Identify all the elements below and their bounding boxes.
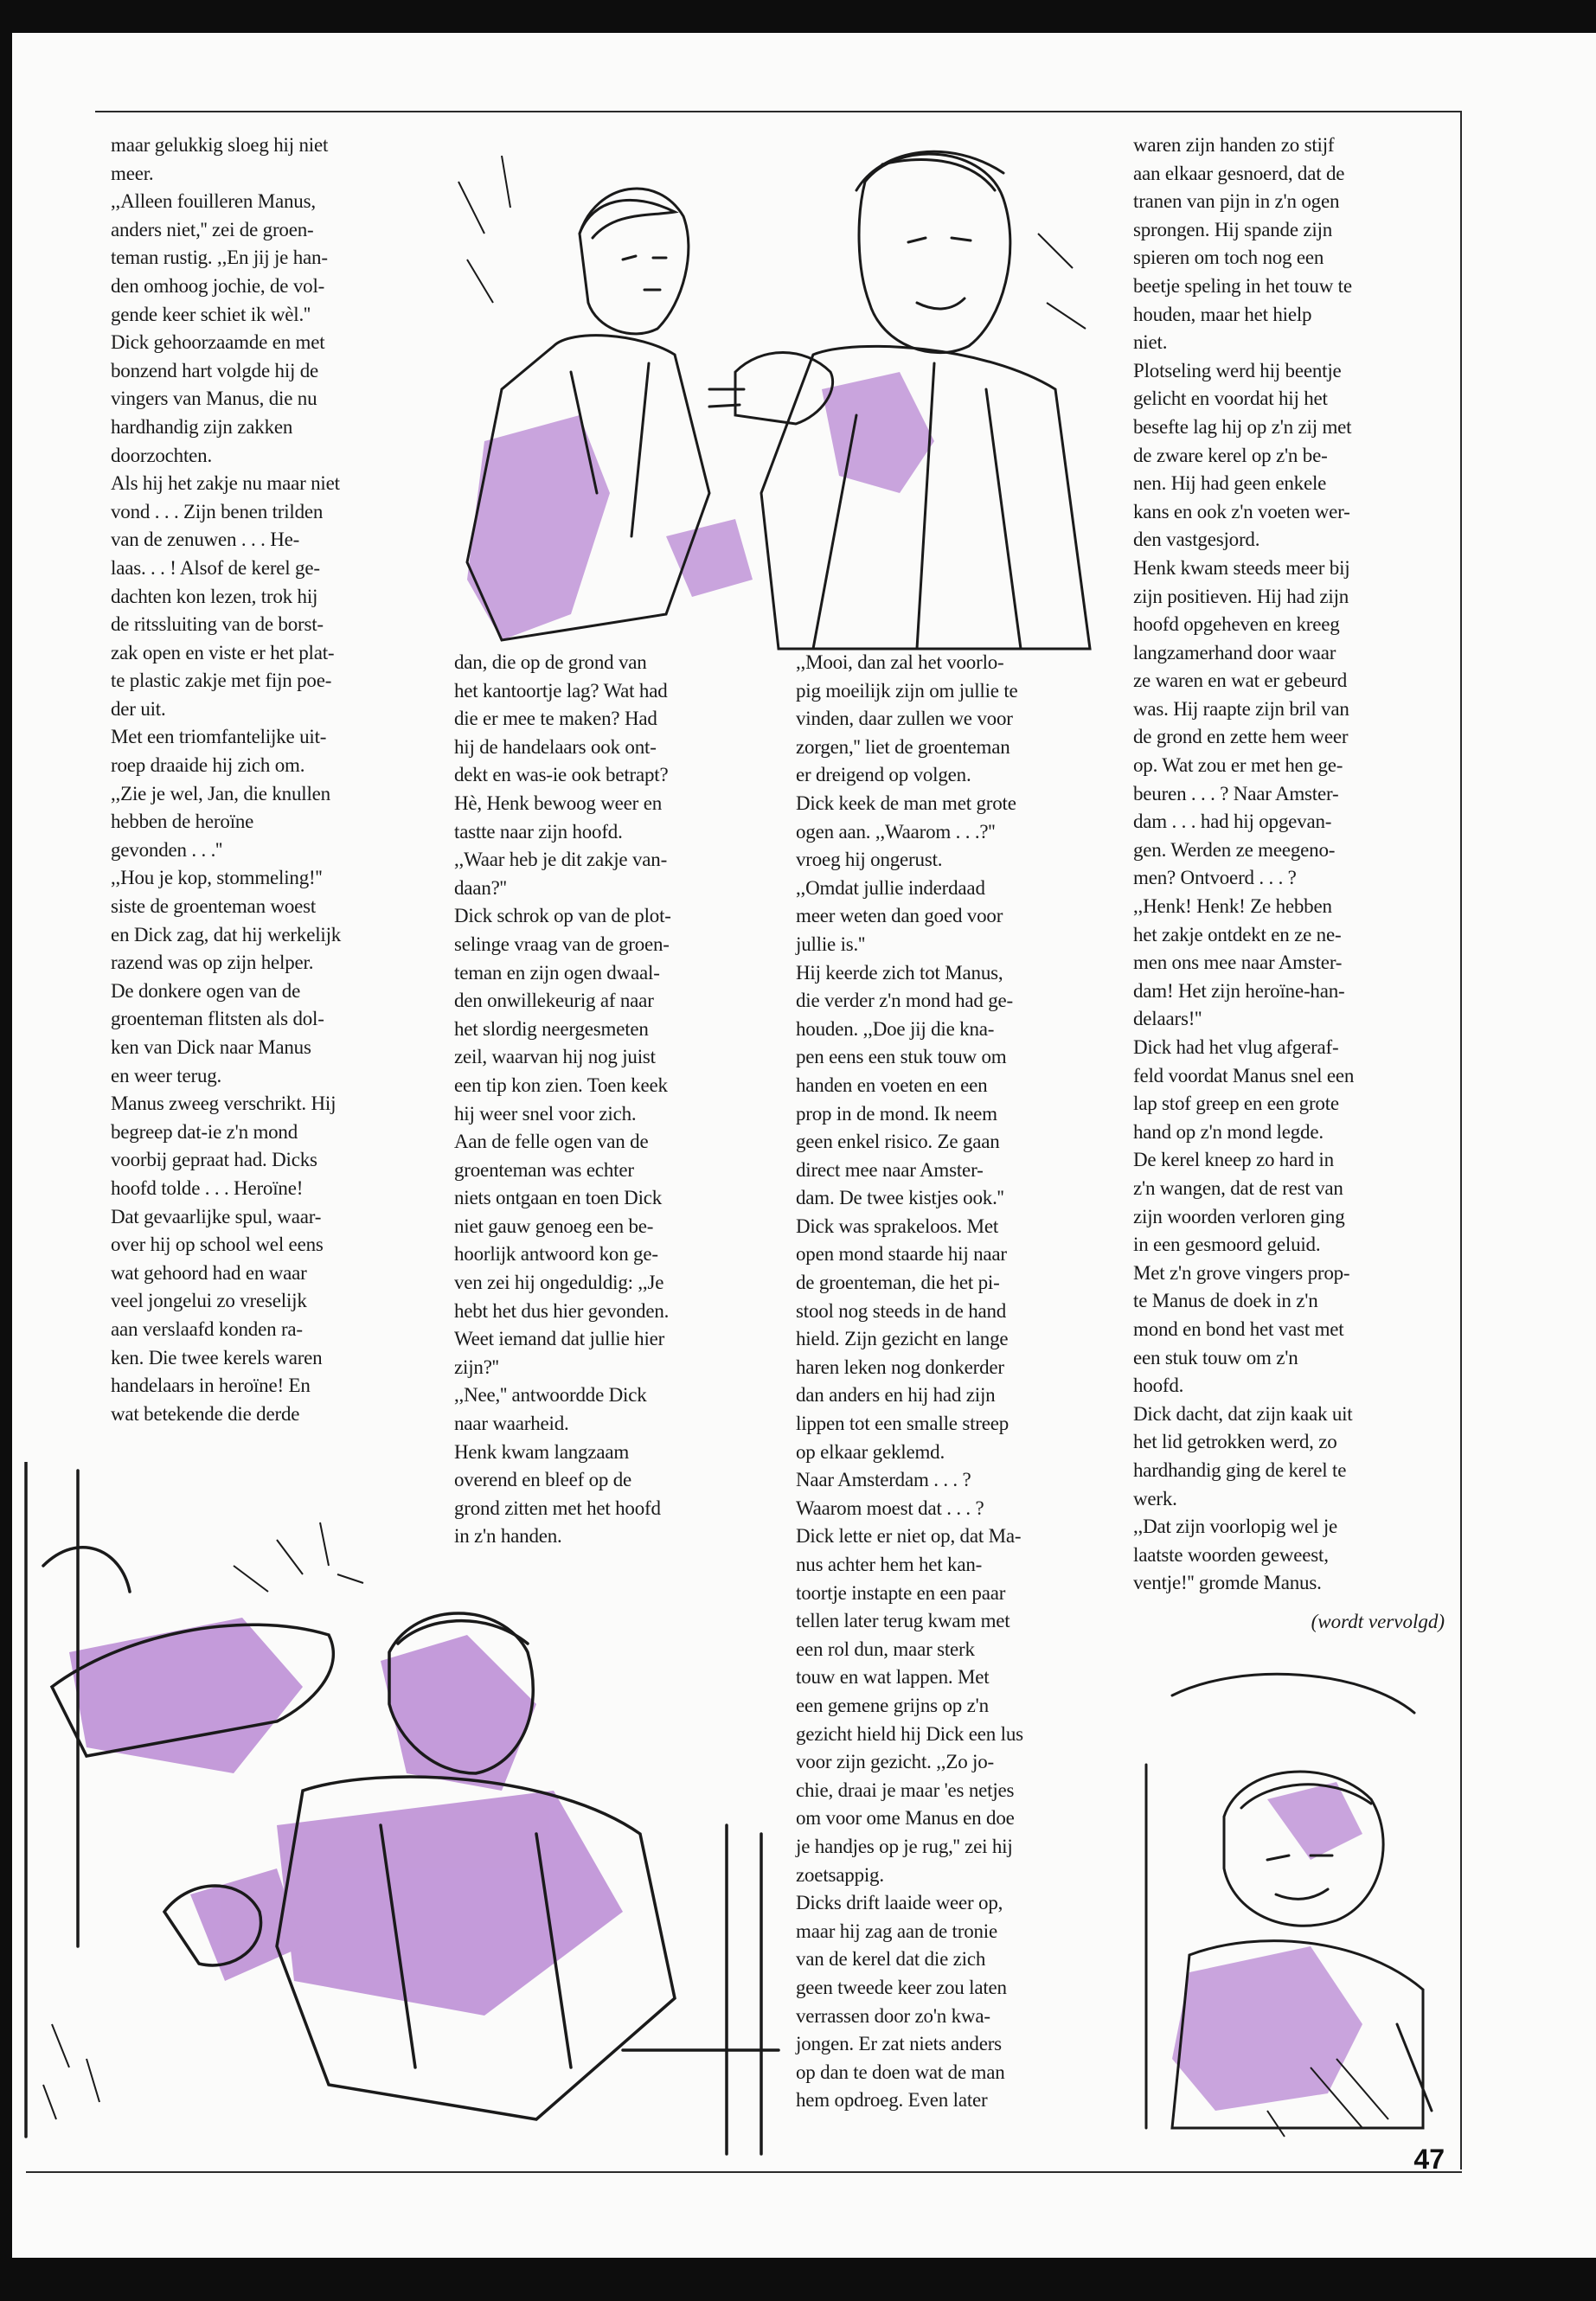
right-rule — [1460, 111, 1462, 2170]
continued-label: (wordt vervolgd) — [1311, 1611, 1445, 1632]
illustration-struggle — [17, 1462, 787, 2163]
scan-border-top — [0, 0, 1596, 33]
scan-border-bottom — [0, 2258, 1596, 2301]
bottom-rule — [26, 2171, 1462, 2173]
column-1: maar gelukkig sloeg hij niet meer. ,,Alleen fouilleren Manus, anders niet,'' zei de groen- teman rustig. ,,En jij je han- den omhoog jochie, de vol- gende keer schiet ik wèl.'' Dick gehoorzaamde en met bonzend hart volgde hij de vingers van Manus, die nu hardhandig zijn zakken doorzochten. Als hij het zakje nu maar niet vond . . . Zijn benen trilden van de zenuwen . . . He- laas. . . ! Alsof de kerel ge- dachten kon lezen, trok hij de ritssluiting van de borst- zak open en viste er het plat- te plastic zakje met fijn poe- der uit. Met een triomfantelijke uit- roep draaide hij zich om. ,,Zie je wel, Jan, die knullen hebben de heroïne gevonden . . .'' ,,Hou je kop, stommeling!'' siste de groenteman woest en Dick zag, dat hij werkelijk razend was op zijn helper. De donkere ogen van de groenteman flitsten als dol- ken van Dick naar Manus en weer terug. Manus zweeg verschrikt. Hij begreep dat-ie z'n mond voorbij gepraat had. Dicks hoofd tolde . . . Heroïne! Dat gevaarlijke spul, waar- over hij op school wel eens wat gehoord had en waar veel jongelui zo vreselijk aan verslaafd konden ra- ken. Die twee kerels waren handelaars in heroïne! En wat betekende die derde — [111, 134, 342, 1425]
column-3: ,,Mooi, dan zal het voorlo- pig moeilijk zijn om jullie te vinden, daar zullen we voor zorgen,'' liet de groenteman er dreigend op volgen. Dick keek de man met grote ogen aan. ,,Waarom . . .?'' vroeg hij ongerust. ,,Omdat jullie inderdaad meer weten dan goed voor jullie is.'' Hij keerde zich tot Manus, die verder z'n mond had ge- houden. ,,Doe jij die kna- pen eens een stuk touw om handen en voeten en een prop in de mond. Ik neem geen enkel risico. Ze gaan direct mee naar Amster- dam. De twee kistjes ook.'' Dick was sprakeloos. Met open mond staarde hij naar de groenteman, die het pi- stool nog steeds in de hand hield. Zijn gezicht en lange haren leken nog donkerder dan anders en hij had zijn lippen tot een smalle streep op elkaar geklemd. Naar Amsterdam . . . ? Waarom moest dat . . . ? Dick lette er niet op, dat Ma- nus achter hem het kan- toortje instapte en een paar tellen later terug kwam met een rol dun, maar sterk touw en wat lappen. Met een gemene grijns op z'n gezicht hield hij Dick een lus voor zijn gezicht. ,,Zo jo- chie, draai je maar 'es netjes om voor ome Manus en doe je handjes op je rug,'' zei hij zoetsappig. Dicks drift laaide weer op, maar hij zag aan de tronie van de kerel dat die zich geen tweede keer zou laten verrassen door zo'n kwa- jongen. Er zat niets anders op dan te doen wat de man hem opdroeg. Even later — [796, 651, 1023, 2112]
illustration-confrontation — [450, 130, 1094, 657]
scan-border-left — [0, 0, 12, 2301]
column-2: dan, die op de grond van het kantoortje lag? Wat had die er mee te maken? Had hij de handelaars ook ont- dekt en was-ie ook betrapt? Hè, Henk bewoog weer en tastte naar zijn hoofd. ,,Waar heb je dit zakje van- daan?'' Dick schrok op van de plot- selinge vraag van de groen- teman en zijn ogen dwaal- den onwillekeurig af naar het slordig neergesmeten zeil, waarvan hij nog juist een tip kon zien. Toen keek hij weer snel voor zich. Aan de felle ogen van de groenteman was echter niets ontgaan en toen Dick niet gauw genoeg een be- hoorlijk antwoord kon ge- ven zei hij ongeduldig: ,,Je hebt het dus hier gevonden. Weet iemand dat jullie hier zijn?'' ,,Nee,'' antwoordde Dick naar waarheid. Henk kwam langzaam overend en bleef op de grond zitten met het hoofd in z'n handen. — [454, 651, 671, 1548]
top-rule — [95, 111, 1462, 112]
column-4: waren zijn handen zo stijf aan elkaar gesnoerd, dat de tranen van pijn in z'n ogen sprongen. Hij spande zijn spieren om toch nog een beetje speling in het touw te houden, maar het hielp niet. Plotseling werd hij beentje gelicht en voordat hij het besefte lag hij op z'n zij met de zware kerel op z'n be- nen. Hij had geen enkele kans en ook z'n voeten wer- den vastgesjord. Henk kwam steeds meer bij zijn positieven. Hij had zijn hoofd opgeheven en kreeg langzamerhand door waar ze waren en wat er gebeurd was. Hij raapte zijn bril van de grond en zette hem weer op. Wat zou er met hen ge- beuren . . . ? Naar Amster- dam . . . had hij opgevan- gen. Werden ze meegeno- men? Ontvoerd . . . ? ,,Henk! Henk! Ze hebben het zakje ontdekt en ze ne- men ons mee naar Amster- dam! Het zijn heroïne-han- delaars!'' Dick had het vlug afgeraf- feld voordat Manus snel een lap stof greep en een grote hand op z'n mond legde. De kerel kneep zo hard in z'n wangen, dat de rest van zijn woorden verloren ging in een gesmoord geluid. Met z'n grove vingers prop- te Manus de doek in z'n mond en bond het vast met een stuk touw om z'n hoofd. Dick dacht, dat zijn kaak uit het lid getrokken werd, zo hardhandig ging de kerel te werk. ,,Dat zijn voorlopig wel je laatste woorden geweest, ventje!'' gromde Manus. — [1133, 134, 1355, 1594]
page-number: 47 — [1413, 2144, 1445, 2175]
illustration-gagged — [1138, 1661, 1449, 2145]
